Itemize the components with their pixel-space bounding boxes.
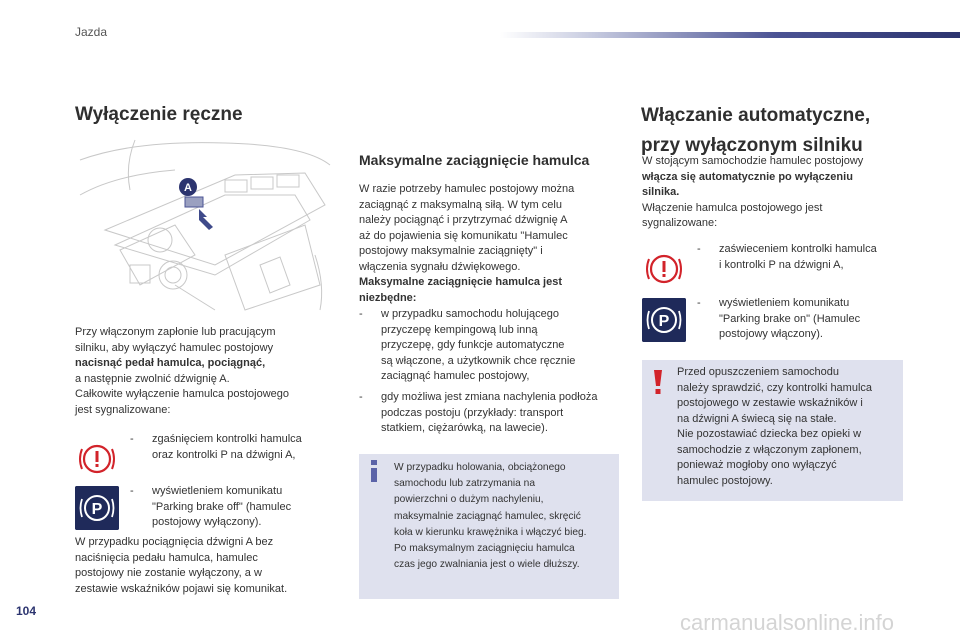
text-line: samochodu lub zatrzymania na: [394, 478, 536, 490]
text-line: zaświeceniem kontrolki hamulca: [719, 243, 877, 255]
text-line: czas jego zwalniania jest o wiele dłuższy.: [394, 559, 580, 571]
bullet-dash: -: [130, 485, 134, 497]
info-icon: [368, 460, 380, 482]
brake-warning-icon: [642, 247, 686, 291]
text-line: zestawie wskaźników pojawi się komunikat.: [75, 582, 288, 595]
left-title: Wyłączenie ręczne: [75, 104, 243, 125]
text-line: zaciągnąć z maksymalną siłą. W tym celu: [359, 198, 562, 211]
text-line: Całkowite wyłączenie hamulca postojowego: [75, 388, 290, 400]
section-label: Jazda: [75, 25, 108, 39]
text-line: Nie pozostawiać dziecka bez opieki w: [677, 428, 862, 440]
text-line: wyświetleniem komunikatu: [719, 297, 850, 309]
text-line: zgaśnięciem kontrolki hamulca: [152, 433, 302, 445]
text-line: sygnalizowane:: [642, 217, 718, 229]
text-line: powierzchni o dużym nachyleniu,: [394, 494, 544, 506]
text-line: W razie potrzeby hamulec postojowy można: [359, 183, 575, 195]
title-line: Włączanie automatyczne,: [641, 105, 871, 126]
warning-box: [642, 360, 903, 501]
text-line: postojowy maksymalnie zaciągnięty" i: [359, 245, 543, 257]
text-line: W przypadku holowania, obciążonego: [394, 462, 566, 473]
right-para: [642, 154, 922, 232]
text-line: postojowy włączony).: [719, 328, 823, 340]
text-line: są włączone, a użytkownik chce ręcznie: [381, 354, 576, 367]
text-line: silniku, aby wyłączyć hamulec postojowy: [75, 341, 274, 354]
text-line: włączenia sygnału dźwiękowego.: [359, 260, 521, 273]
text-line: postojowy nie zostanie wyłączony, a w: [75, 567, 262, 579]
text-line: i kontrolki P na dźwigni A,: [719, 258, 844, 271]
bullet-dash: -: [130, 433, 134, 445]
text-line: jest sygnalizowane:: [75, 403, 171, 416]
page-number: 104: [16, 604, 37, 618]
bullet-dash: -: [697, 297, 701, 309]
text-line: Przed opuszczeniem samochodu: [677, 366, 840, 378]
text-line: silnika.: [642, 186, 680, 198]
text-line: należy pociągnąć i przytrzymać dźwignię A: [359, 214, 568, 226]
text-line: włącza się automatycznie po wyłączeniu: [642, 170, 853, 183]
middle-bullet-1: [359, 307, 624, 385]
parking-p-icon: [75, 486, 119, 530]
text-line: hamulec postojowy.: [677, 474, 773, 487]
right-title: [641, 101, 941, 161]
bullet-dash: -: [697, 243, 701, 255]
text-line: zaciągnąć hamulec postojowy,: [381, 370, 530, 382]
brake-warning-icon: [75, 437, 119, 481]
text-line: "Parking brake off" (hamulec: [152, 500, 292, 513]
svg-text:P: P: [658, 313, 670, 330]
text-line: postojowy wyłączony).: [152, 516, 262, 528]
text-line: naciśnięcia pedału hamulca, hamulec: [75, 551, 258, 564]
text-line: aż do pojawienia się komunikatu "Hamulec: [359, 229, 568, 242]
text-line: ponieważ mogłoby ono wyłączyć: [677, 459, 837, 471]
svg-text:P: P: [91, 501, 103, 518]
text-line: statkiem, ciężarówką, na lawecie).: [381, 422, 548, 434]
exclamation-icon: [653, 370, 663, 394]
text-line: W przypadku pociągnięcia dźwigni A bez: [75, 536, 274, 548]
middle-bullet-2: [359, 390, 624, 437]
title-line: przy wyłączonym silniku: [641, 135, 863, 156]
text-line: niezbędne:: [359, 291, 417, 304]
text-line: na dźwigni A świecą się na stałe.: [677, 412, 837, 425]
left-outro: [75, 535, 345, 597]
text-line: podczas postoju (przykłady: transport: [381, 406, 564, 419]
text-line: gdy możliwa jest zmiana nachylenia podłoża: [381, 391, 598, 403]
watermark: carmanualsonline.info: [680, 610, 895, 635]
text-line: maksymalnie zaciągnąć hamulec, skręcić: [394, 510, 581, 522]
text-line: postojowego w zestawie wskaźników i: [677, 397, 863, 409]
header-bar: [500, 32, 960, 38]
text-line: Po maksymalnym zaciągnięciu hamulca: [394, 543, 575, 555]
right-bullet-2: [697, 296, 919, 343]
left-bullet-2: [130, 484, 352, 531]
text-line: wyświetleniem komunikatu: [152, 485, 283, 497]
left-intro: [75, 325, 345, 418]
right-bullet-1: [697, 242, 919, 273]
bullet-dash: -: [359, 391, 363, 403]
text-line: "Parking brake on" (Hamulec: [719, 312, 861, 325]
text-line: nacisnąć pedał hamulca, pociągnąć,: [75, 357, 266, 369]
left-bullet-1: [130, 432, 352, 463]
text-line: a następnie zwolnić dźwignię A.: [75, 372, 230, 385]
text-line: Maksymalne zaciągnięcie hamulca jest: [359, 276, 562, 288]
text-line: należy sprawdzić, czy kontrolki hamulca: [677, 381, 873, 394]
middle-para: [359, 182, 629, 306]
text-line: koła w kierunku krawężnika i włączyć bieg.: [394, 526, 587, 538]
text-line: przyczepę, gdy funkcje automatyczne: [381, 339, 565, 351]
parking-p-icon: [642, 298, 686, 342]
text-line: przyczepę kempingową lub inną: [381, 323, 538, 336]
text-line: w przypadku samochodu holującego: [381, 308, 559, 320]
console-illustration: [75, 135, 333, 316]
text-line: oraz kontrolki P na dźwigni A,: [152, 448, 296, 461]
info-text: [394, 460, 614, 573]
info-box: [359, 454, 619, 599]
text-line: Przy włączonym zapłonie lub pracującym: [75, 326, 276, 338]
text-line: samochodzie z włączonym zapłonem,: [677, 443, 862, 456]
middle-title: Maksymalne zaciągnięcie hamulca: [359, 152, 590, 168]
bullet-dash: -: [359, 308, 363, 320]
warning-text: [677, 365, 899, 489]
figure-label-a: A: [184, 182, 192, 194]
text-line: Włączenie hamulca postojowego jest: [642, 201, 823, 214]
text-line: W stojącym samochodzie hamulec postojowy: [642, 155, 864, 167]
